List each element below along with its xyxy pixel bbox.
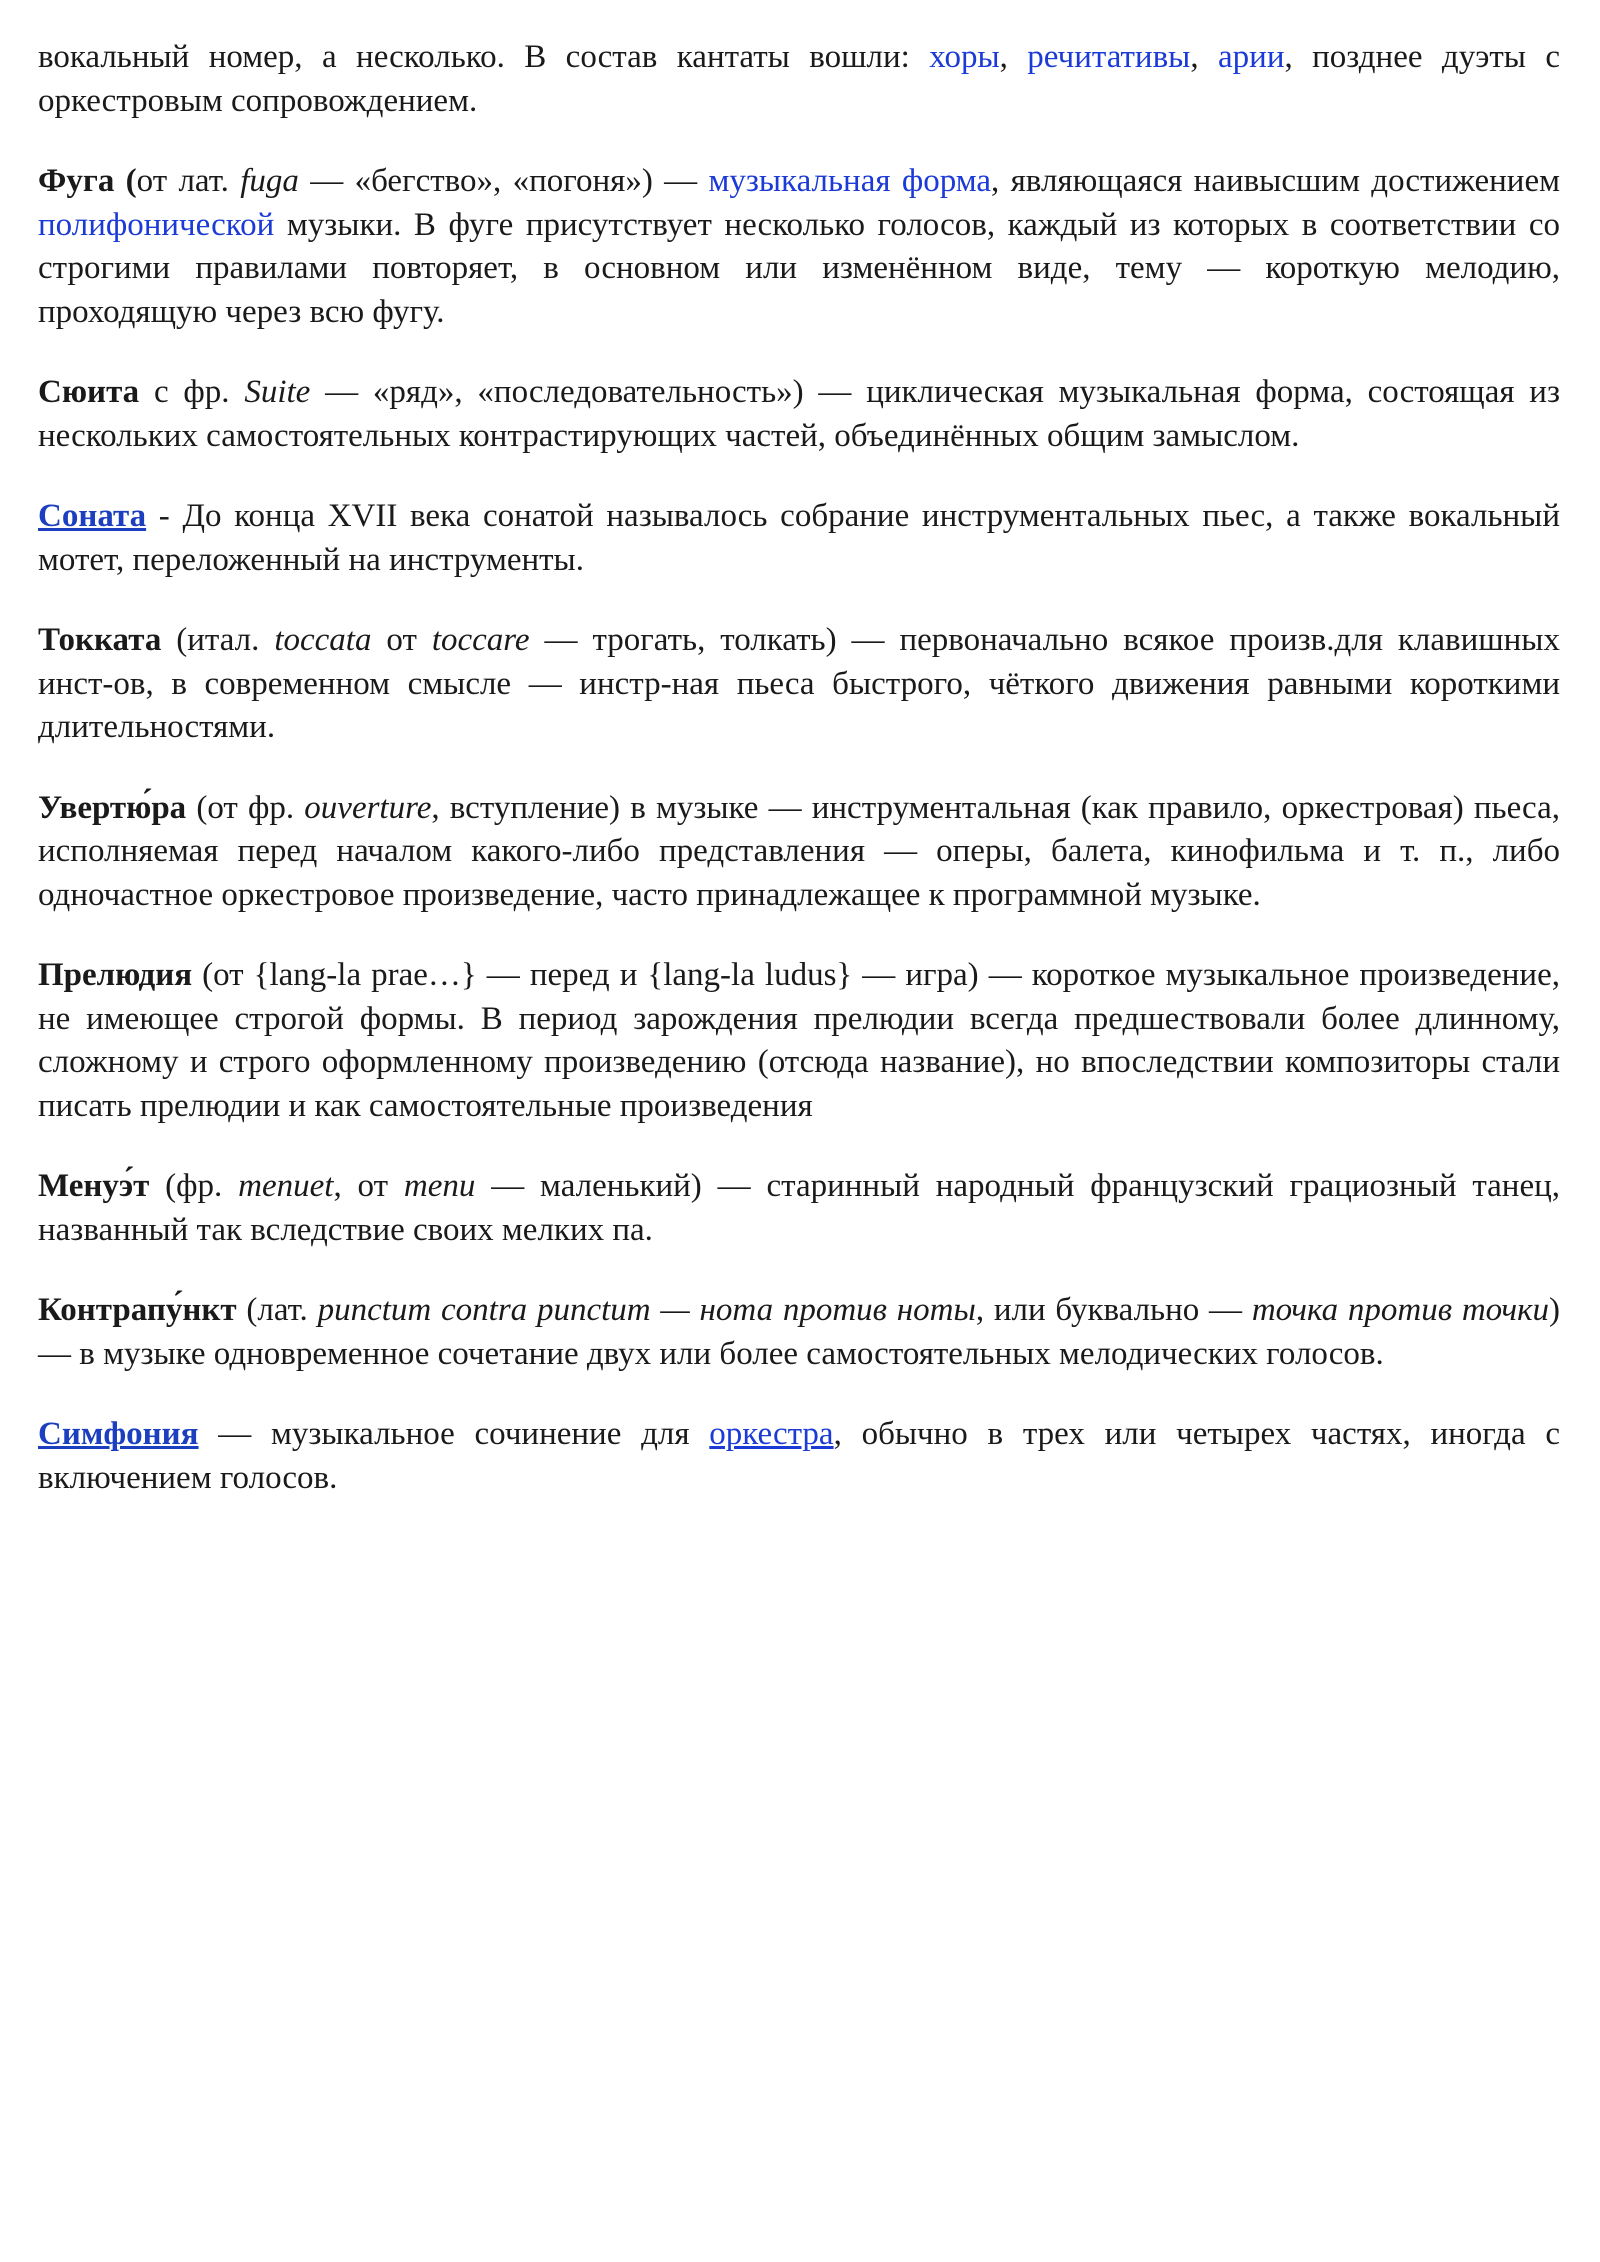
text: , от	[333, 1168, 404, 1204]
paragraph-toccata	[38, 619, 1560, 750]
term-prelude: Прелюдия	[38, 957, 193, 993]
text: от	[371, 622, 432, 658]
text: — «ряд», «последовательность») — циклическая музыкальная форма, состоящая из нескольких самостоятельных контрастирующих частей, объединённых общим замыслом.	[38, 374, 1560, 454]
text: от лат.	[136, 163, 241, 199]
term-overture: Увертю́ра	[38, 789, 187, 826]
text: - До конца XVII века сонатой называлось собрание инструментальных пьес, а также вокальный мотет, переложенный на инструменты.	[38, 498, 1560, 578]
paragraph-fugue	[38, 160, 1560, 334]
italic-text: ouverture	[304, 789, 432, 826]
paragraph-overture	[38, 787, 1560, 918]
text: — «бегство», «погоня») —	[298, 163, 709, 199]
text: , обычно в трех или четырех частях, иногда с включением голосов.	[38, 1416, 1560, 1496]
text: — трогать, толкать) — первоначально всякое произв.для клавишных инст-ов, в современном смысле — инстр-ная пьеса быстрого, чёткого движения равными короткими длительностями.	[38, 622, 1560, 745]
link-choirs[interactable]: хоры	[929, 39, 1000, 75]
text: , являющаяся наивысшим достижением	[991, 163, 1560, 199]
text: , или буквально —	[975, 1292, 1252, 1328]
text: (лат.	[236, 1292, 318, 1328]
text: (итал.	[161, 622, 275, 658]
paragraph-sonata	[38, 495, 1560, 582]
link-musical-form[interactable]: музыкальная форма	[708, 163, 992, 199]
italic-text: toccata	[274, 622, 372, 658]
text: с фр.	[139, 374, 245, 410]
text: вокальный номер, а несколько. В состав кантаты вошли:	[38, 39, 930, 75]
italic-text: punctum contra punctum — нота против ноты	[317, 1292, 976, 1328]
link-recitatives[interactable]: речитативы	[1027, 39, 1191, 75]
text: (от {lang-la prae…} — перед и {lang-la ludus} — игра) — короткое музыкальное произведение, не имеющее строгой формы. В период зарождения прелюдии всегда предшествовали более длинному, сложному и строго оформленному произведению (отсюда название), но впоследствии композиторы стали писать прелюдии и как самостоятельные произведения	[38, 957, 1560, 1124]
text: , позднее дуэты с оркестровым сопровождением.	[38, 39, 1561, 119]
text: — музыкальное сочинение для	[198, 1416, 710, 1452]
paragraph-minuet	[38, 1165, 1560, 1252]
italic-text: menuet	[238, 1168, 334, 1204]
text: , вступление) в музыке — инструментальная (как правило, оркестровая) пьеса, исполняемая перед началом какого-либо представления — оперы, балета, кинофильма и т. п., либо одночастное оркестровое произведение, часто принадлежащее к программной музыке.	[38, 789, 1560, 913]
paragraph-cantata-continuation	[38, 36, 1560, 123]
term-toccata: Токката	[38, 622, 162, 658]
term-suite: Сюита	[38, 374, 140, 410]
paragraph-symphony	[38, 1413, 1560, 1500]
text: (от фр.	[186, 789, 305, 826]
term-link-sonata[interactable]: Соната	[38, 498, 147, 534]
link-orchestra[interactable]: оркестра	[709, 1416, 834, 1452]
paragraph-suite	[38, 371, 1560, 458]
text: ) — в музыке одновременное сочетание двух или более самостоятельных мелодических голосов.	[38, 1292, 1561, 1372]
link-arias[interactable]: арии	[1218, 39, 1285, 75]
term-minuet: Менуэ́т	[38, 1168, 150, 1204]
text: (фр.	[149, 1168, 239, 1204]
italic-text: fuga	[240, 163, 299, 199]
text: ,	[1190, 39, 1219, 75]
paragraph-counterpoint	[38, 1289, 1560, 1376]
italic-text: toccare	[431, 622, 530, 658]
term-counterpoint: Контрапу́нкт	[38, 1292, 237, 1328]
paragraph-prelude	[38, 954, 1560, 1128]
text: — маленький) — старинный народный французский грациозный танец, названный так вследствие своих мелких па.	[38, 1168, 1561, 1248]
document-page	[38, 36, 1560, 1537]
italic-text: menu	[403, 1168, 476, 1204]
italic-text: Suite	[244, 374, 311, 410]
text: музыки. В фуге присутствует несколько голосов, каждый из которых в соответствии со строгими правилами повторяет, в основном или изменённом виде, тему — короткую мелодию, проходящую через всю фугу.	[38, 206, 1560, 330]
text: ,	[999, 39, 1028, 75]
italic-text: точка против точки	[1251, 1292, 1550, 1328]
term-link-symphony[interactable]: Симфония	[38, 1416, 199, 1452]
term-fugue: Фуга (	[38, 163, 137, 199]
link-polyphonic[interactable]: полифонической	[38, 206, 275, 243]
